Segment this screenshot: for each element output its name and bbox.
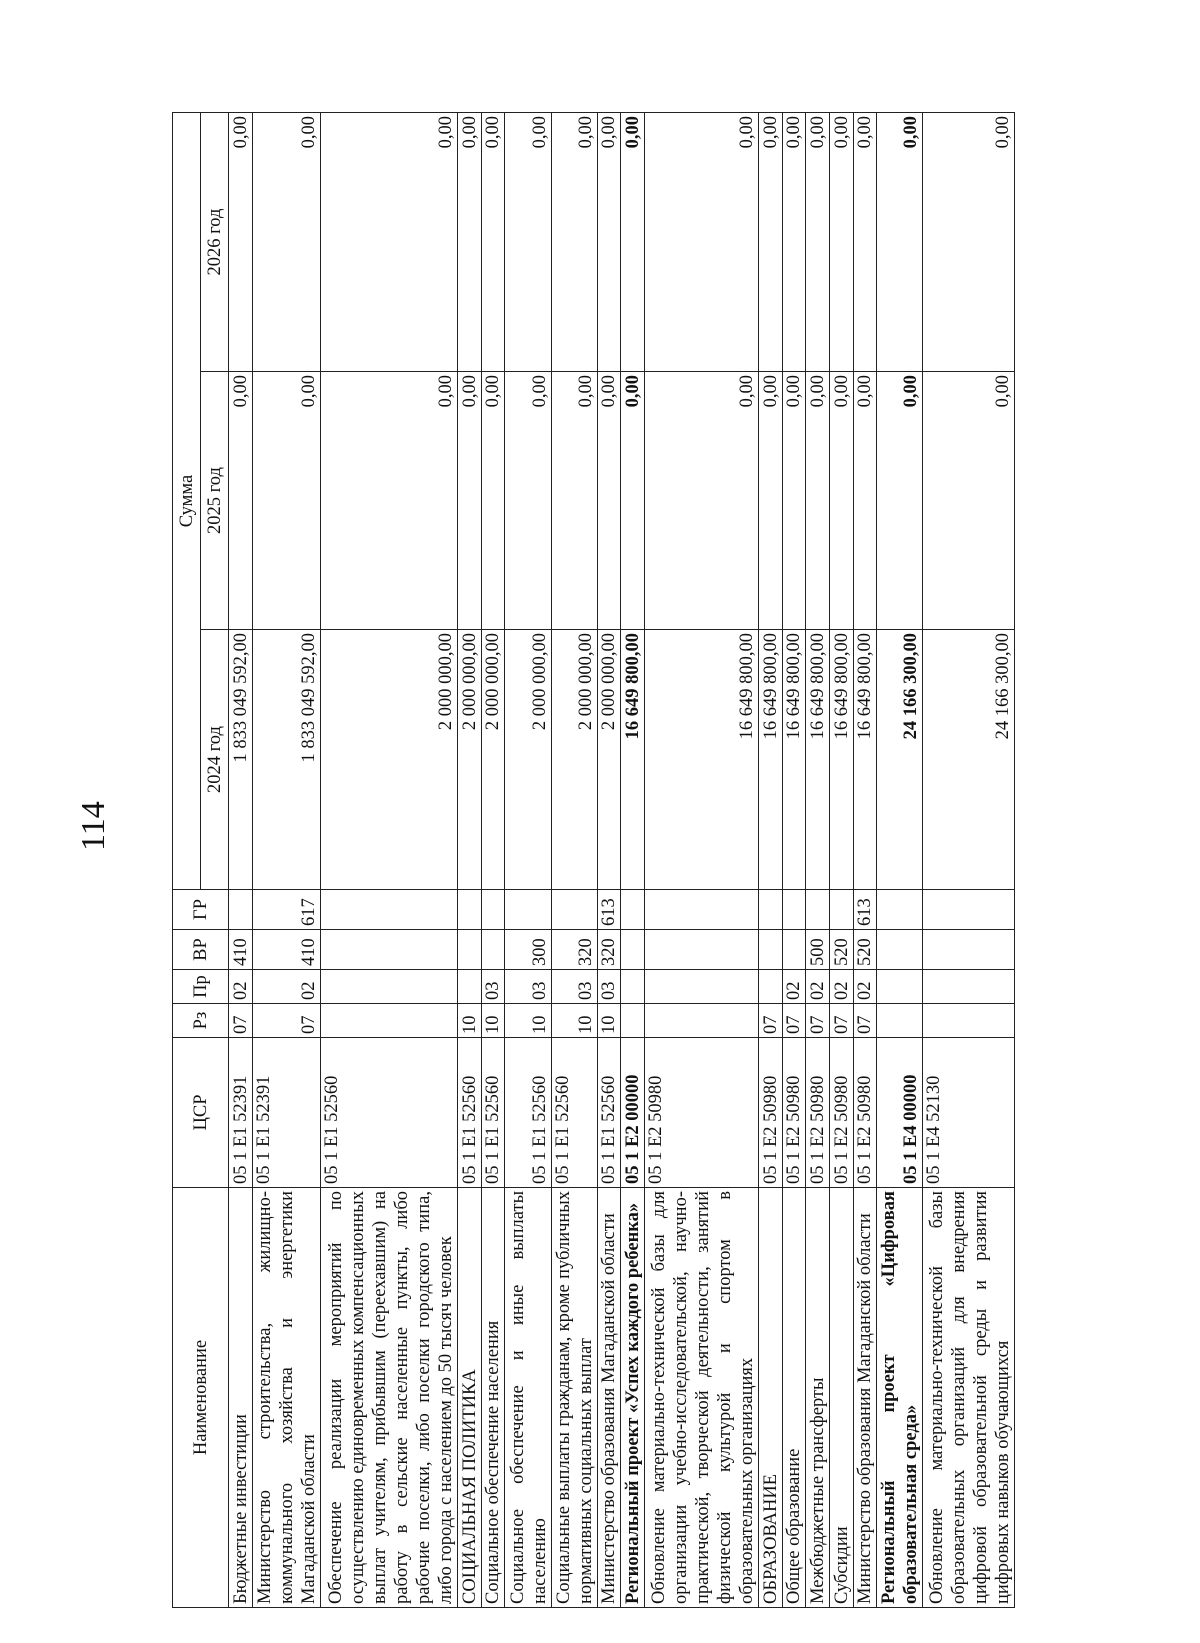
cell-y2024: 16 649 800,00 [759, 630, 783, 890]
cell-y2025: 0,00 [829, 372, 853, 630]
header-gr: ГР [173, 890, 229, 930]
cell-pr: 02 [806, 970, 830, 1004]
cell-pr [621, 970, 645, 1004]
cell-vr [645, 930, 759, 970]
cell-name: ОБРАЗОВАНИЕ [759, 1188, 783, 1608]
table-row [621, 113, 645, 1608]
cell-y2026: 0,00 [551, 113, 597, 372]
cell-y2026: 0,00 [806, 113, 830, 372]
cell-y2026: 0,00 [829, 113, 853, 372]
cell-rz: 10 [458, 1004, 482, 1038]
cell-pr [321, 970, 458, 1004]
cell-vr: 410 [252, 930, 321, 970]
table-row [321, 113, 458, 1608]
cell-csr: 05 1 E1 52560 [321, 1038, 458, 1188]
cell-csr: 05 1 E4 00000 [877, 1038, 923, 1188]
cell-pr: 02 [252, 970, 321, 1004]
cell-name: Министерство образования Магаданской области [853, 1188, 877, 1608]
cell-gr [782, 890, 806, 930]
cell-csr: 05 1 E1 52560 [551, 1038, 597, 1188]
table-row [782, 113, 806, 1608]
cell-y2024: 2 000 000,00 [551, 630, 597, 890]
cell-pr [458, 970, 482, 1004]
cell-gr [481, 890, 505, 930]
budget-table-rotated [172, 113, 1015, 1608]
cell-csr: 05 1 E1 52560 [458, 1038, 482, 1188]
cell-name: СОЦИАЛЬНАЯ ПОЛИТИКА [458, 1188, 482, 1608]
cell-csr: 05 1 E1 52391 [252, 1038, 321, 1188]
cell-csr: 05 1 E1 52560 [597, 1038, 621, 1188]
cell-gr [645, 890, 759, 930]
cell-y2024: 16 649 800,00 [621, 630, 645, 890]
cell-csr: 05 1 E2 50980 [806, 1038, 830, 1188]
cell-rz [321, 1004, 458, 1038]
header-sum: Сумма [173, 113, 201, 890]
cell-vr [458, 930, 482, 970]
cell-pr: 03 [505, 970, 551, 1004]
cell-y2025: 0,00 [782, 372, 806, 630]
cell-y2025: 0,00 [853, 372, 877, 630]
cell-vr: 520 [853, 930, 877, 970]
header-csr: ЦСР [173, 1038, 229, 1188]
cell-rz [923, 1004, 1015, 1038]
cell-y2025: 0,00 [923, 372, 1015, 630]
cell-gr: 613 [853, 890, 877, 930]
cell-rz: 07 [829, 1004, 853, 1038]
cell-vr [759, 930, 783, 970]
cell-vr: 320 [597, 930, 621, 970]
cell-y2024: 16 649 800,00 [829, 630, 853, 890]
cell-y2024: 1 833 049 592,00 [229, 630, 253, 890]
cell-y2026: 0,00 [505, 113, 551, 372]
cell-y2026: 0,00 [621, 113, 645, 372]
cell-y2024: 2 000 000,00 [505, 630, 551, 890]
cell-rz: 07 [229, 1004, 253, 1038]
page-number: 114 [75, 801, 112, 851]
cell-name: Обновление материально-технической базы для организации учебно-исследовательской, научно-практической, творческой деятельности, занятий физической культурой и спортом в образовательных организациях [645, 1188, 759, 1608]
cell-gr [829, 890, 853, 930]
cell-y2024: 16 649 800,00 [645, 630, 759, 890]
cell-gr [621, 890, 645, 930]
cell-pr [877, 970, 923, 1004]
cell-rz: 10 [505, 1004, 551, 1038]
cell-gr [505, 890, 551, 930]
cell-y2025: 0,00 [621, 372, 645, 630]
cell-y2024: 24 166 300,00 [923, 630, 1015, 890]
cell-y2025: 0,00 [645, 372, 759, 630]
cell-name: Субсидии [829, 1188, 853, 1608]
cell-name: Бюджетные инвестиции [229, 1188, 253, 1608]
cell-csr: 05 1 E2 50980 [853, 1038, 877, 1188]
cell-csr: 05 1 E2 50980 [645, 1038, 759, 1188]
cell-vr: 500 [806, 930, 830, 970]
cell-csr: 05 1 E2 50980 [759, 1038, 783, 1188]
cell-vr: 410 [229, 930, 253, 970]
cell-gr [877, 890, 923, 930]
cell-y2025: 0,00 [229, 372, 253, 630]
table-row [829, 113, 853, 1608]
table-row [505, 113, 551, 1608]
cell-y2025: 0,00 [877, 372, 923, 630]
cell-gr [806, 890, 830, 930]
cell-y2026: 0,00 [458, 113, 482, 372]
cell-pr: 02 [229, 970, 253, 1004]
cell-y2025: 0,00 [321, 372, 458, 630]
header-2024: 2024 год [201, 630, 229, 890]
cell-vr: 520 [829, 930, 853, 970]
cell-y2024: 24 166 300,00 [877, 630, 923, 890]
cell-rz [877, 1004, 923, 1038]
cell-csr: 05 1 E2 50980 [829, 1038, 853, 1188]
cell-y2025: 0,00 [481, 372, 505, 630]
table-row [551, 113, 597, 1608]
cell-pr: 03 [551, 970, 597, 1004]
header-2025: 2025 год [201, 372, 229, 630]
cell-vr [877, 930, 923, 970]
cell-pr [923, 970, 1015, 1004]
cell-rz: 07 [853, 1004, 877, 1038]
cell-vr [923, 930, 1015, 970]
cell-gr: 617 [252, 890, 321, 930]
cell-gr: 613 [597, 890, 621, 930]
cell-rz [621, 1004, 645, 1038]
cell-name: Министерство образования Магаданской области [597, 1188, 621, 1608]
cell-rz: 10 [551, 1004, 597, 1038]
cell-y2026: 0,00 [252, 113, 321, 372]
cell-gr [321, 890, 458, 930]
cell-y2025: 0,00 [551, 372, 597, 630]
cell-rz: 10 [481, 1004, 505, 1038]
cell-pr: 03 [597, 970, 621, 1004]
cell-csr: 05 1 E1 52560 [505, 1038, 551, 1188]
cell-y2024: 1 833 049 592,00 [252, 630, 321, 890]
table-row [252, 113, 321, 1608]
header-pr: Пр [173, 970, 229, 1004]
cell-pr [759, 970, 783, 1004]
cell-y2025: 0,00 [252, 372, 321, 630]
cell-y2026: 0,00 [645, 113, 759, 372]
cell-y2024: 16 649 800,00 [782, 630, 806, 890]
cell-csr: 05 1 E2 50980 [782, 1038, 806, 1188]
cell-y2024: 2 000 000,00 [458, 630, 482, 890]
table-row [645, 113, 759, 1608]
cell-vr [621, 930, 645, 970]
cell-pr [645, 970, 759, 1004]
cell-name: Социальные выплаты гражданам, кроме публичных нормативных социальных выплат [551, 1188, 597, 1608]
cell-pr: 02 [782, 970, 806, 1004]
cell-y2026: 0,00 [759, 113, 783, 372]
budget-table [172, 112, 1015, 1608]
cell-pr: 03 [481, 970, 505, 1004]
cell-vr [481, 930, 505, 970]
table-row [458, 113, 482, 1608]
cell-name: Социальное обеспечение и иные выплаты населению [505, 1188, 551, 1608]
cell-y2024: 16 649 800,00 [806, 630, 830, 890]
cell-pr: 02 [829, 970, 853, 1004]
cell-y2026: 0,00 [923, 113, 1015, 372]
cell-pr: 02 [853, 970, 877, 1004]
cell-y2026: 0,00 [597, 113, 621, 372]
cell-rz: 07 [806, 1004, 830, 1038]
cell-name: Общее образование [782, 1188, 806, 1608]
cell-name: Региональный проект «Успех каждого ребенка» [621, 1188, 645, 1608]
cell-rz: 10 [597, 1004, 621, 1038]
cell-rz: 07 [759, 1004, 783, 1038]
table-row [229, 113, 253, 1608]
cell-rz: 07 [782, 1004, 806, 1038]
table-row [806, 113, 830, 1608]
cell-y2024: 16 649 800,00 [853, 630, 877, 890]
table-row [759, 113, 783, 1608]
cell-name: Министерство строительства, жилищно-коммунального хозяйства и энергетики Магаданской области [252, 1188, 321, 1608]
cell-gr [229, 890, 253, 930]
cell-y2026: 0,00 [481, 113, 505, 372]
cell-name: Межбюджетные трансферты [806, 1188, 830, 1608]
cell-y2025: 0,00 [806, 372, 830, 630]
cell-y2026: 0,00 [853, 113, 877, 372]
header-name: Наименование [173, 1188, 229, 1608]
header-vr: ВР [173, 930, 229, 970]
cell-vr: 300 [505, 930, 551, 970]
cell-name: Региональный проект «Цифровая образовательная среда» [877, 1188, 923, 1608]
cell-y2026: 0,00 [877, 113, 923, 372]
cell-vr: 320 [551, 930, 597, 970]
cell-rz: 07 [252, 1004, 321, 1038]
cell-csr: 05 1 E4 52130 [923, 1038, 1015, 1188]
cell-csr: 05 1 E1 52560 [481, 1038, 505, 1188]
cell-name: Обновление материально-технической базы образовательных организаций для внедрения цифровой образовательной среды и развития цифровых навыков обучающихся [923, 1188, 1015, 1608]
cell-y2026: 0,00 [782, 113, 806, 372]
table-row [877, 113, 923, 1608]
header-rz: Рз [173, 1004, 229, 1038]
cell-csr: 05 1 E1 52391 [229, 1038, 253, 1188]
table-row [923, 113, 1015, 1608]
cell-y2026: 0,00 [321, 113, 458, 372]
cell-gr [923, 890, 1015, 930]
cell-y2025: 0,00 [759, 372, 783, 630]
cell-gr [759, 890, 783, 930]
table-row [481, 113, 505, 1608]
cell-y2026: 0,00 [229, 113, 253, 372]
cell-y2025: 0,00 [458, 372, 482, 630]
cell-csr: 05 1 E2 00000 [621, 1038, 645, 1188]
cell-rz [645, 1004, 759, 1038]
cell-y2025: 0,00 [505, 372, 551, 630]
cell-y2024: 2 000 000,00 [597, 630, 621, 890]
cell-vr [782, 930, 806, 970]
header-2026: 2026 год [201, 113, 229, 372]
cell-y2025: 0,00 [597, 372, 621, 630]
cell-y2024: 2 000 000,00 [481, 630, 505, 890]
cell-name: Социальное обеспечение населения [481, 1188, 505, 1608]
cell-y2024: 2 000 000,00 [321, 630, 458, 890]
cell-vr [321, 930, 458, 970]
cell-name: Обеспечение реализации мероприятий по осуществлению единовременных компенсационных выплат учителям, прибывшим (переехавшим) на работу в сельские населенные пункты, либо рабочие поселки, либо поселки городского типа, либо города с населением до 50 тысяч человек [321, 1188, 458, 1608]
table-row [853, 113, 877, 1608]
cell-gr [458, 890, 482, 930]
cell-gr [551, 890, 597, 930]
table-row [597, 113, 621, 1608]
